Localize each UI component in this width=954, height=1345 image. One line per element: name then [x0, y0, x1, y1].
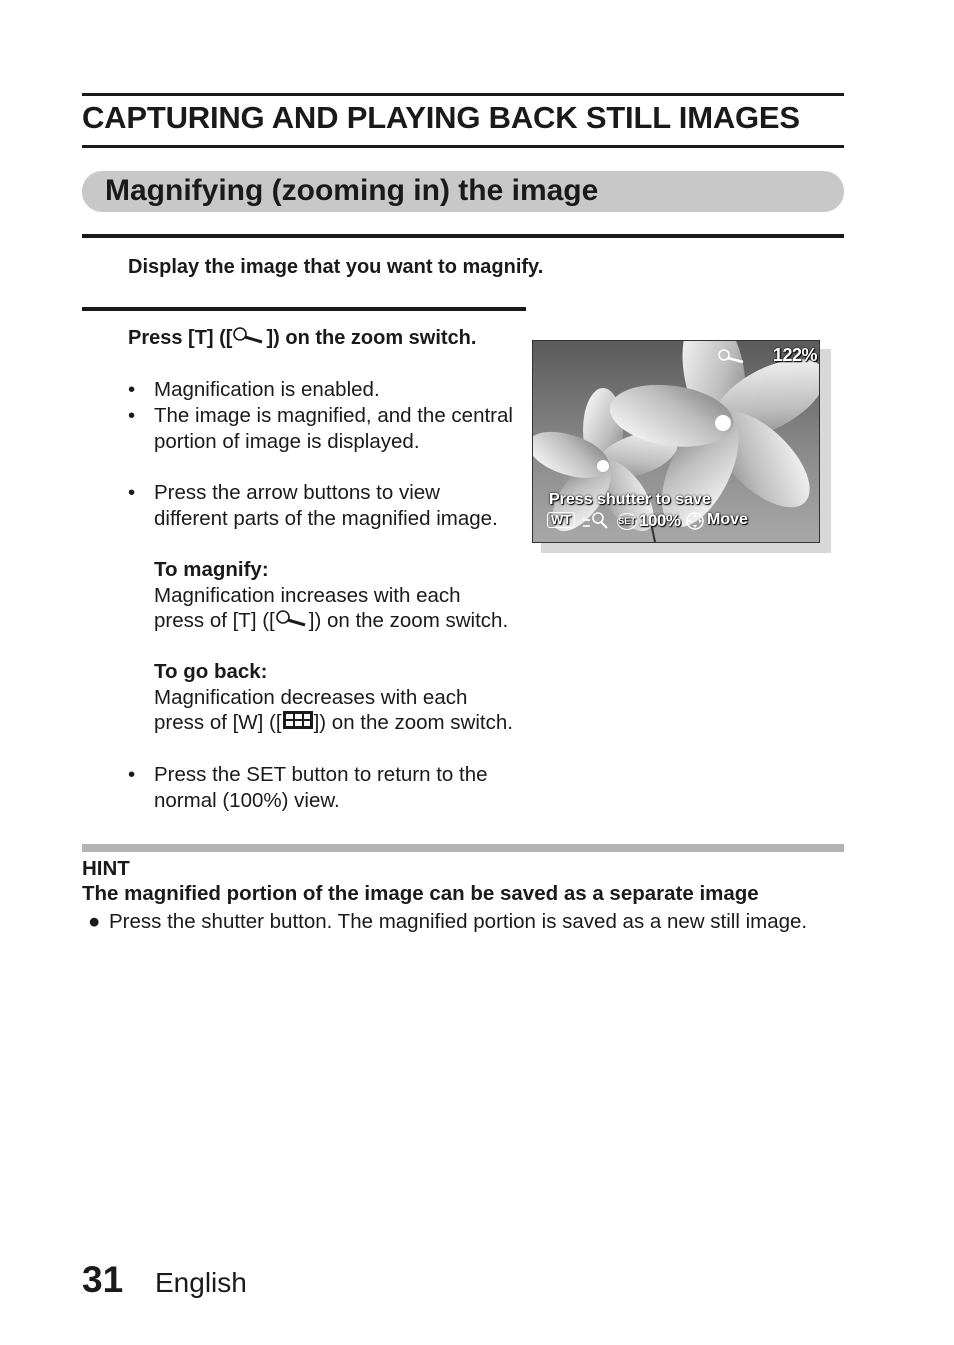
magnifier-icon: [275, 609, 309, 635]
wt-indicator: WT: [547, 512, 575, 528]
hint-bar: [82, 844, 844, 852]
move-label: Move: [707, 511, 748, 528]
bullet-text: Magnification is enabled.: [154, 378, 380, 401]
arrow-pad-icon: [686, 512, 704, 535]
camera-screen-illustration: [532, 340, 820, 543]
to-magnify-block: [154, 557, 514, 635]
bullet-text: Press the arrow buttons to view different parts of the magnified image.: [154, 481, 498, 530]
bullet-mark: •: [128, 481, 136, 504]
zoom-minus-icon: [581, 511, 611, 534]
hint-body: Press the shutter button. The magnified portion is saved as a new still image.: [109, 910, 808, 933]
zoom-readout: 122%: [773, 345, 818, 365]
to-go-back-block: [154, 659, 514, 737]
step1-text: Display the image that you want to magnify.: [128, 256, 544, 278]
bullet-mark: •: [128, 763, 136, 786]
magnifier-icon: [232, 326, 266, 352]
step1-rule: [82, 234, 844, 238]
to-go-back-heading: To go back:: [154, 660, 268, 683]
hint-title: The magnified portion of the image can be saved as a separate image: [82, 882, 759, 905]
to-go-back-text: Magnification decreases with each press of [W] ([ ]) on the zoom switch.: [154, 685, 514, 737]
bullet-mark: •: [128, 378, 136, 401]
thumbnail-grid-icon: [282, 710, 314, 737]
bullet-text: Press the SET button to return to the normal (100%) view.: [154, 763, 488, 812]
to-magnify-heading: To magnify:: [154, 558, 269, 581]
percent-indicator: 100%: [639, 511, 681, 530]
section-title: Magnifying (zooming in) the image: [105, 174, 599, 207]
chapter-title: CAPTURING AND PLAYING BACK STILL IMAGES: [82, 100, 800, 135]
step2-heading: Press [T] ([ ]) on the zoom switch.: [128, 325, 488, 352]
save-hint: Press shutter to save: [549, 491, 711, 508]
magnifier-icon: [717, 349, 745, 370]
to-magnify-text: Magnification increases with each press of [T] ([ ]) on the zoom switch.: [154, 583, 514, 635]
hint-bullet-mark: ●: [88, 910, 101, 933]
chapter-rule: [82, 145, 844, 148]
set-indicator: SET: [617, 513, 637, 530]
bullet-text: The image is magnified, and the central portion of image is displayed.: [154, 404, 513, 453]
page-number: 31: [82, 1259, 124, 1300]
step2-rule: [82, 307, 526, 311]
page-language: English: [155, 1267, 247, 1298]
bullet-mark: •: [128, 404, 136, 427]
hint-label: HINT: [82, 857, 130, 880]
top-rule: [82, 93, 844, 96]
